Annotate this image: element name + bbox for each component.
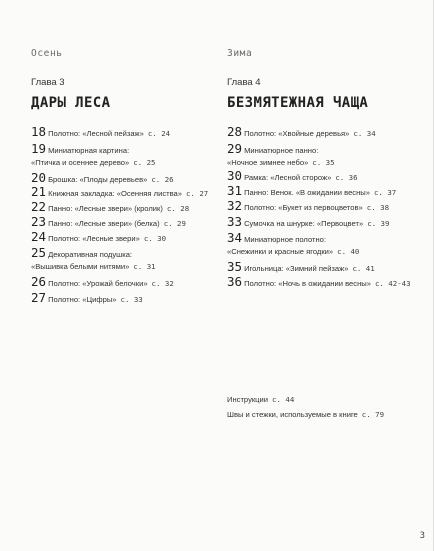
toc-entry[interactable] xyxy=(31,245,156,272)
chapter-title: БЕЗМЯТЕЖНАЯ ЧАЩА xyxy=(227,95,369,111)
entry-page: с. 24 xyxy=(147,129,171,138)
toc-entry[interactable] xyxy=(227,214,390,229)
entry-title: Миниатюрная картина: xyxy=(48,146,130,155)
entry-title: Панно: «Лесные звери» (белка) xyxy=(48,219,160,228)
entry-number: 18 xyxy=(31,124,47,139)
entry-page: с. 41 xyxy=(352,264,375,273)
entry-number: 30 xyxy=(227,168,243,183)
entry-title: Полотно: «Лесные звери» xyxy=(48,234,140,243)
toc-entry[interactable] xyxy=(31,229,167,244)
entry-page: с. 39 xyxy=(367,219,390,228)
entry-number: 29 xyxy=(227,141,243,156)
entry-title: Полотно: «Хвойные деревья» xyxy=(244,129,350,138)
entry-title: Полотно: «Лесной пейзаж» xyxy=(48,129,144,138)
entry-number: 31 xyxy=(227,183,243,198)
season-label: Осень xyxy=(31,48,63,59)
entry-title-line2: «Птичка и осеннее дерево» xyxy=(31,158,130,167)
entry-page: с. 34 xyxy=(353,129,376,138)
extra-page: с. 44 xyxy=(272,395,295,404)
entry-title: Игольница: «Зимний пейзаж» xyxy=(244,264,349,273)
entry-title: Панно: «Лесные звери» (кролик) xyxy=(48,204,163,213)
entry-title: Книжная закладка: «Осенняя листва» xyxy=(48,189,182,198)
chapter-title: ДАРЫ ЛЕСА xyxy=(31,95,111,111)
entry-title: Брошка: «Плоды деревьев» xyxy=(48,175,148,184)
entry-title: Миниатюрное полотно: xyxy=(244,235,327,244)
toc-entry[interactable] xyxy=(31,214,186,229)
entry-page: с. 26 xyxy=(151,175,174,184)
toc-entry[interactable] xyxy=(31,274,174,289)
toc-entry[interactable] xyxy=(31,184,209,199)
entry-title: Миниатюрное панно: xyxy=(244,146,319,155)
toc-entry[interactable] xyxy=(227,141,335,168)
page-number: 3 xyxy=(419,531,425,541)
entry-number: 21 xyxy=(31,184,47,199)
entry-title: Полотно: «Урожай белочки» xyxy=(48,279,148,288)
entry-number: 24 xyxy=(31,229,47,244)
chapter-label: Глава 4 xyxy=(227,77,261,88)
entry-number: 19 xyxy=(31,141,47,156)
entry-page: с. 42-43 xyxy=(374,279,411,288)
entry-page: с. 30 xyxy=(143,234,167,243)
extra-title: Швы и стежки, используемые в книге xyxy=(227,410,358,419)
toc-extra-stitches[interactable] xyxy=(227,410,384,419)
entry-page: с. 40 xyxy=(337,247,360,256)
entry-page: с. 32 xyxy=(151,279,174,288)
entry-title: Сумочка на шнурке: «Первоцвет» xyxy=(244,219,364,228)
entry-title: Полотно: «Ночь в ожидании весны» xyxy=(244,279,371,288)
entry-page: с. 27 xyxy=(185,189,209,198)
chapter-label: Глава 3 xyxy=(31,77,65,88)
toc-entry[interactable] xyxy=(227,230,360,257)
toc-entry[interactable] xyxy=(31,170,174,185)
entry-page: с. 37 xyxy=(373,188,397,197)
entry-number: 25 xyxy=(31,245,47,260)
toc-entry[interactable] xyxy=(227,198,390,213)
entry-title: Полотно: «Цифры» xyxy=(48,295,117,304)
toc-entry[interactable] xyxy=(31,124,171,139)
entry-number: 20 xyxy=(31,170,47,185)
entry-page: с. 25 xyxy=(133,158,156,167)
extra-title: Инструкции xyxy=(227,395,269,404)
entry-title: Полотно: «Букет из первоцветов» xyxy=(244,203,363,212)
entry-number: 33 xyxy=(227,214,243,229)
entry-title-line2: «Ночное зимнее небо» xyxy=(227,158,309,167)
entry-page: с. 33 xyxy=(120,295,143,304)
entry-page: с. 29 xyxy=(163,219,186,228)
entry-title-line2: «Вышивка белыми нитями» xyxy=(31,262,130,271)
season-label: Зима xyxy=(227,48,253,59)
toc-entry[interactable] xyxy=(227,168,358,183)
entry-title: Декоративная подушка: xyxy=(48,250,133,259)
toc-entry[interactable] xyxy=(31,290,143,305)
toc-entry[interactable] xyxy=(227,183,397,198)
entry-number: 32 xyxy=(227,198,243,213)
toc-entry[interactable] xyxy=(31,199,190,214)
toc-entry[interactable] xyxy=(227,259,375,274)
entry-number: 23 xyxy=(31,214,47,229)
toc-entry[interactable] xyxy=(227,124,376,139)
toc-entry[interactable] xyxy=(227,274,411,289)
extra-page: с. 79 xyxy=(361,410,385,419)
entry-title: Панно: Венок. «В ожидании весны» xyxy=(244,188,370,197)
entry-number: 27 xyxy=(31,290,47,305)
entry-page: с. 35 xyxy=(312,158,335,167)
entry-title-line2: «Снежинки и красные ягодки» xyxy=(227,247,334,256)
entry-page: с. 36 xyxy=(335,173,358,182)
entry-number: 34 xyxy=(227,230,243,245)
entry-number: 36 xyxy=(227,274,243,289)
entry-page: с. 31 xyxy=(133,262,156,271)
entry-number: 28 xyxy=(227,124,243,139)
entry-number: 35 xyxy=(227,259,243,274)
entry-number: 22 xyxy=(31,199,47,214)
toc-entry[interactable] xyxy=(31,141,156,168)
entry-number: 26 xyxy=(31,274,47,289)
toc-extra-instructions[interactable] xyxy=(227,395,294,404)
entry-page: с. 28 xyxy=(166,204,190,213)
entry-title: Рамка: «Лесной сторож» xyxy=(244,173,332,182)
entry-page: с. 38 xyxy=(366,203,390,212)
